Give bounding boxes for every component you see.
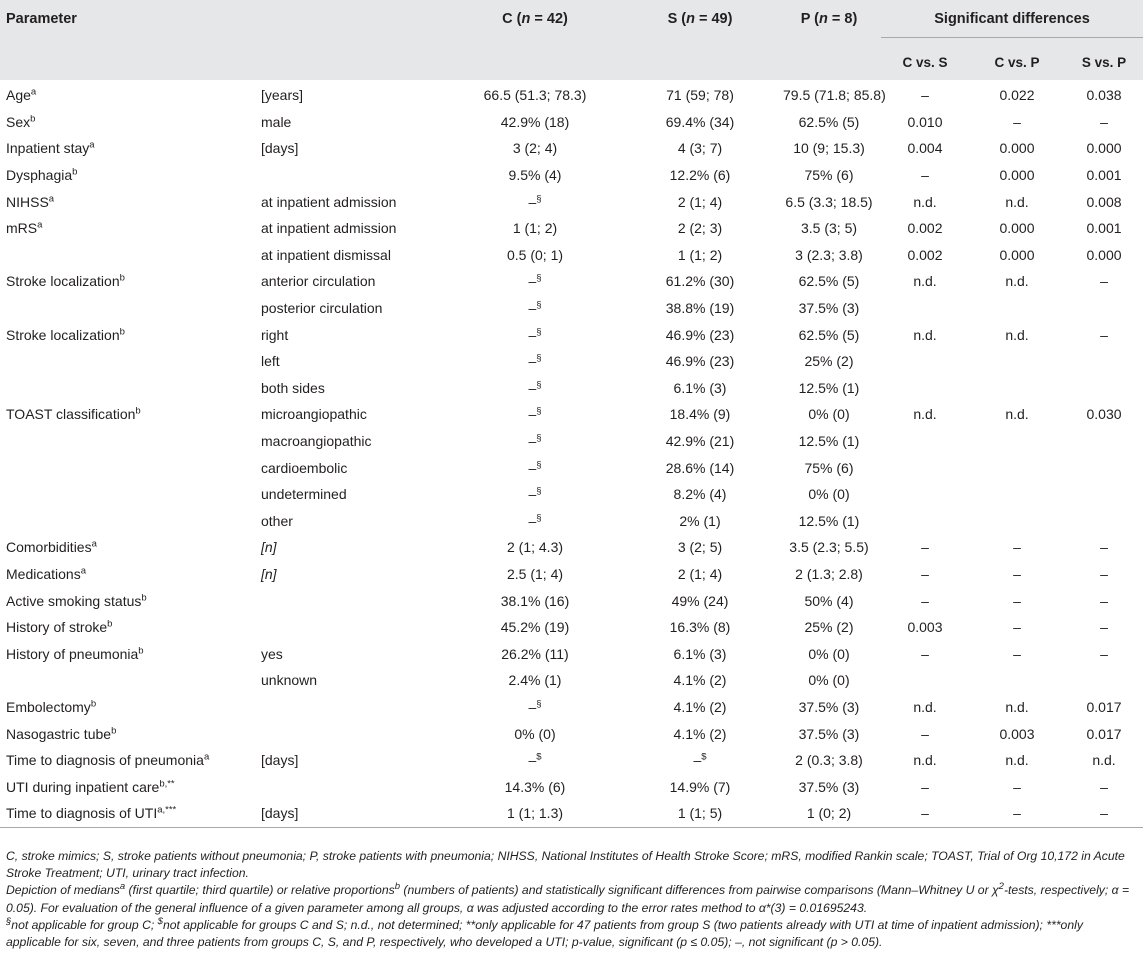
cell-s: 4.1% (2) [673,698,727,715]
cell-sp: n.d. [1092,752,1116,769]
cell-cp: n.d. [1005,752,1029,769]
cell-c: –§ [528,193,542,210]
table-row [0,587,1143,614]
cell-c: –§ [528,325,542,343]
cell-s: 2 (2; 3) [677,220,723,237]
cell-sp [1065,667,1143,694]
table-row [0,268,1143,295]
table-row [0,109,1143,136]
cell-p: 3.5 (2.3; 5.5) [789,539,869,556]
cell-cs [881,375,969,402]
table-row [0,162,1143,189]
cell-s: 4.1% (2) [673,725,727,742]
row-subparameter [257,587,447,614]
cell-p: 75% (6) [804,459,854,476]
cell-c: 14.3% (6) [504,778,566,795]
cell-cs: n.d. [913,698,937,715]
table-row [0,614,1143,641]
row-parameter: UTI during inpatient care$^{b,**}$ [6,778,175,795]
row-parameter: Dysphagia$^b$ [6,166,78,184]
row-parameter [0,242,257,269]
cell-cs [881,348,969,375]
cell-sp: 0.030 [1086,406,1122,423]
table-row [0,188,1143,215]
cell-s: 69.4% (34) [665,113,735,130]
cell-cs: – [921,167,929,184]
cell-cs: 0.003 [907,619,943,636]
cell-p: 3.5 (3; 5) [800,220,858,237]
cell-s: 4 (3; 7) [677,140,723,157]
cell-c: 3 (2; 4) [512,140,558,157]
table-row [0,694,1143,721]
row-parameter: History of pneumonia$^b$ [6,645,144,662]
row-subparameter: at inpatient admission [261,193,397,210]
cell-cp: n.d. [1005,273,1029,290]
cell-cp [969,481,1065,508]
row-subparameter: microangiopathic [261,406,367,423]
footnote-notes: §not applicable for group C; $not applicable for groups C and S; n.d., not determined; **only applicable for 47 patients from group S (two patients already with UTI at time of inpatient admission); ***only applicable for six, seven, and three patients from groups C, S, and P, respectively, who developed a UTI; p-value, significant (p ≤ 0.05); –, not significant (p > 0.05). [6,915,1083,950]
cell-p: 2 (0.3; 3.8) [795,752,863,769]
cell-c: 38.1% (16) [500,592,570,609]
cell-cs: 0.004 [907,140,943,157]
cell-p: 10 (9; 15.3) [793,140,865,157]
row-subparameter: left [261,353,280,370]
cell-sp: 0.038 [1086,87,1122,104]
cell-cs: – [921,645,929,662]
cell-p: 0% (0) [808,406,850,423]
cell-p: 62.5% (5) [798,273,860,290]
cell-c: –§ [528,299,542,317]
row-parameter: Time to diagnosis of pneumonia$^a$ [6,751,210,769]
header-group-c: C (n = 42) [502,11,568,27]
cell-p: 1 (0; 2) [777,800,881,827]
table-row [0,295,1143,322]
row-parameter: Active smoking status$^b$ [6,591,147,609]
cell-sp [1065,295,1143,322]
cell-cs: n.d. [913,752,937,769]
cell-sp: 0.008 [1086,193,1122,210]
cell-cs [881,454,969,481]
header-group-s: S (n = 49) [667,11,733,27]
cell-s: –$ [693,751,707,769]
cell-sp: 0.000 [1086,140,1122,157]
cell-cs: n.d. [913,326,937,343]
row-parameter: Sex$^b$ [6,113,36,130]
cell-cs: – [921,725,929,742]
table-row [0,800,1143,827]
table-row [0,215,1143,242]
cell-c: 0.5 (0; 1) [506,246,564,263]
row-parameter: Stroke localization$^b$ [6,325,125,343]
row-subparameter: male [261,113,292,130]
row-parameter: Age$^a$ [6,86,37,104]
footnote-abbreviations: C, stroke mimics; S, stroke patients without pneumonia; P, stroke patients with pneumonia; NIHSS, National Institutes of Health Stroke Score; mRS, modified Rankin scale; TOAST, Trial of Org 10,172 in Acute Stroke Treatment; UTI, urinary tract infection. [6,849,1125,881]
footnote-methods: Depiction of medians$^a$ (first quartile; third quartile) or relative proportions$^b$ (numbers of patients) and statistically significant differences from pairwise comparisons (Mann–Whitney U or $\chi^2$-tests, respectively; α = 0.05). For evaluation of the general influence of a given parameter among all groups, α was adjusted according to the error rates method to α*(3) = 0.01695243. [6,881,1130,915]
table-row [0,80,1143,109]
cell-s: 42.9% (21) [665,433,735,450]
table-row [0,561,1143,588]
cell-s: 6.1% (3) [673,379,727,396]
cell-p: 12.5% (1) [798,512,860,529]
row-parameter: Inpatient stay$^a$ [6,139,95,157]
header-group-p: P (n = 8) [800,11,858,27]
cell-c: –§ [528,698,542,715]
cell-cs [881,295,969,322]
cell-p: 12.5% (1) [798,433,860,450]
table-row [0,348,1143,375]
row-parameter: Embolectomy$^b$ [6,698,97,715]
cell-c: –$ [528,751,542,769]
row-subparameter [257,773,447,800]
row-subparameter: macroangiopathic [261,433,372,450]
cell-p: 37.5% (3) [798,698,860,715]
cell-p: 2 (1.3; 2.8) [795,565,863,582]
row-parameter [0,428,257,455]
row-parameter [0,454,257,481]
row-subparameter: yes [261,645,283,662]
cell-s: 2% (1) [679,512,721,529]
header-c-vs-p: C vs. P [994,54,1040,70]
cell-cp: 0.022 [999,87,1035,104]
cell-p: 6.5 (3.3; 18.5) [785,193,873,210]
cell-c: 26.2% (11) [501,645,569,662]
cell-c: –§ [528,405,542,423]
cell-s: 28.6% (14) [665,459,735,476]
cell-cp [969,375,1065,402]
cell-cp: 0.000 [999,140,1035,157]
row-parameter: TOAST classification$^b$ [6,405,141,423]
row-parameter [0,375,257,402]
row-subparameter: [n] [261,539,277,556]
cell-s: 14.9% (7) [669,778,731,795]
row-parameter [0,508,257,535]
cell-cp: n.d. [1005,406,1029,423]
cell-sp: – [1065,800,1143,827]
row-subparameter: both sides [261,379,325,396]
table-row [0,242,1143,269]
cell-sp: 0.001 [1086,167,1122,184]
table-row [0,534,1143,561]
row-subparameter: [years] [261,87,304,104]
cell-p: 12.5% (1) [798,379,860,396]
cell-s: 6.1% (3) [673,645,727,662]
cell-p: 50% (4) [804,592,854,609]
cell-s: 1 (1; 5) [623,800,777,827]
cell-c: –§ [528,352,542,370]
cell-s: 46.9% (23) [665,353,735,370]
row-subparameter [257,694,447,721]
cell-cs: n.d. [913,273,937,290]
cell-sp [1065,508,1143,535]
cell-s: 8.2% (4) [673,486,727,503]
cell-sp: – [1100,539,1108,556]
cell-p: 25% (2) [804,353,854,370]
table-row [0,321,1143,348]
row-parameter [0,667,257,694]
cell-cp: – [1013,619,1021,636]
table-row [0,401,1143,428]
row-subparameter: at inpatient dismissal [261,246,391,263]
cell-c: –§ [528,272,542,290]
row-parameter: mRS$^a$ [6,219,43,237]
cell-cs: n.d. [913,193,937,210]
cell-cs [881,508,969,535]
row-parameter [0,295,257,322]
header-subparameter [257,0,447,44]
row-subparameter [257,720,447,747]
row-subparameter: at inpatient admission [261,220,397,237]
table-row [0,375,1143,402]
cell-cp [969,667,1065,694]
cell-cp [969,454,1065,481]
cell-s: 46.9% (23) [665,326,735,343]
cell-cs [881,667,969,694]
table-row [0,135,1143,162]
row-subparameter: cardioembolic [261,459,348,476]
table-row [0,640,1143,667]
cell-p: 0% (0) [808,645,850,662]
cell-s: 3 (2; 5) [677,539,723,556]
row-parameter: History of stroke$^b$ [6,618,113,636]
cell-s: 16.3% (8) [669,619,731,636]
cell-cp: – [969,800,1065,827]
cell-cp: 0.000 [999,167,1035,184]
cell-cp: n.d. [1005,193,1029,210]
table-row [0,747,1143,774]
cell-sp [1065,454,1143,481]
cell-s: 49% (24) [671,592,729,609]
cell-cs: 0.002 [907,220,943,237]
cell-cp: – [1013,778,1021,795]
row-subparameter: [days] [261,140,299,157]
table-body [0,80,1143,827]
cell-cp [969,348,1065,375]
cell-cp: – [1013,645,1021,662]
cell-c: 2.4% (1) [508,672,562,689]
cell-cp: 0.000 [999,220,1035,237]
table-row [0,508,1143,535]
row-subparameter: posterior circulation [261,300,383,317]
cell-sp: 0.001 [1086,220,1122,237]
cell-c: 1 (1; 2) [512,220,558,237]
cell-p: 37.5% (3) [798,778,860,795]
cell-c: 66.5 (51.3; 78.3) [483,87,587,104]
table-footnotes [6,848,1136,951]
cell-sp: – [1100,645,1108,662]
row-parameter [0,481,257,508]
cell-sp [1065,428,1143,455]
table-row [0,773,1143,800]
cell-sp: – [1100,326,1108,343]
cell-cp: n.d. [1005,698,1029,715]
cell-sp: – [1100,592,1108,609]
row-subparameter: right [261,326,289,343]
cell-sp: – [1100,565,1108,582]
cell-c: –§ [528,379,542,396]
row-parameter: Nasogastric tube$^b$ [6,724,117,742]
cell-s: 71 (59; 78) [666,87,734,104]
row-subparameter [257,614,447,641]
table-row [0,428,1143,455]
row-subparameter: [days] [261,752,299,769]
cell-cs: – [921,87,929,104]
cell-p: 0% (0) [808,672,850,689]
header-s-vs-p: S vs. P [1081,54,1127,70]
cell-c: –§ [528,432,542,450]
cell-p: 62.5% (5) [798,113,860,130]
cell-cs: – [881,800,969,827]
cell-cp [969,428,1065,455]
cell-c: 2.5 (1; 4) [506,565,564,582]
cell-c: 9.5% (4) [508,167,562,184]
cell-cs: n.d. [913,406,937,423]
row-parameter: Comorbidities$^a$ [6,538,97,556]
table-row [0,720,1143,747]
row-subparameter: anterior circulation [261,273,376,290]
cell-sp: – [1100,619,1108,636]
row-subparameter: undetermined [261,486,347,503]
cell-s: 38.8% (19) [665,300,735,317]
cell-s: 2 (1; 4) [677,193,723,210]
cell-c: –§ [528,458,542,476]
cell-sp: 0.000 [1086,246,1122,263]
cell-sp: 0.017 [1086,698,1122,715]
cell-p: 0% (0) [808,486,850,503]
cell-s: 1 (1; 2) [677,246,723,263]
cell-sp: – [1100,778,1108,795]
cell-p: 79.5 (71.8; 85.8) [783,87,886,104]
cell-c: 42.9% (18) [500,113,570,130]
cell-p: 62.5% (5) [798,326,860,343]
cell-sp: 0.017 [1086,725,1122,742]
cell-c: 45.2% (19) [500,619,570,636]
row-parameter: Medications$^a$ [6,565,86,582]
cell-s: 12.2% (6) [669,167,731,184]
row-subparameter: other [261,512,293,529]
cell-cp: – [1013,539,1021,556]
row-parameter: NIHSS$^a$ [6,193,55,210]
row-subparameter [257,162,447,189]
header-parameter: Parameter [6,11,77,27]
cell-c: 2 (1; 4.3) [506,539,564,556]
cell-cs: 0.010 [907,113,943,130]
cell-cp [969,295,1065,322]
row-parameter: Stroke localization$^b$ [6,272,125,290]
cell-sp: – [1100,273,1108,290]
cell-cs: – [921,539,929,556]
cell-cs: – [921,778,929,795]
cell-s: 2 (1; 4) [677,565,723,582]
cell-s: 61.2% (30) [665,273,735,290]
header-c-vs-s: C vs. S [902,54,948,70]
row-subparameter: unknown [261,672,318,689]
cell-s: 18.4% (9) [669,406,731,423]
cell-cp: – [1013,565,1021,582]
cell-cp: n.d. [1005,326,1029,343]
row-parameter [0,348,257,375]
cell-s: 4.1% (2) [673,672,727,689]
cell-cp: – [1013,592,1021,609]
row-subparameter: [days] [257,800,447,827]
cell-cs [881,481,969,508]
cell-c: –§ [528,485,542,503]
cell-c: –§ [528,512,542,529]
cell-p: 75% (6) [804,167,854,184]
cell-cp: – [1013,113,1021,130]
cell-p: 3 (2.3; 3.8) [795,246,863,263]
cell-cp: 0.000 [999,246,1035,263]
row-parameter: Time to diagnosis of $UTI^{a,***}$ [0,800,257,827]
table-row [0,667,1143,694]
cell-p: 37.5% (3) [798,725,860,742]
table-row [0,481,1143,508]
cell-cs: – [921,565,929,582]
header-significant-differences: Significant differences [881,0,1143,44]
cell-cs: 0.002 [907,246,943,263]
cell-cp [969,508,1065,535]
cell-p: 25% (2) [804,619,854,636]
cell-p: 37.5% (3) [798,300,860,317]
cell-c: 1 (1; 1.3) [447,800,623,827]
cell-sp [1065,481,1143,508]
row-subparameter: [n] [261,565,277,582]
cell-cs [881,428,969,455]
table-row [0,454,1143,481]
cell-sp: – [1100,113,1108,130]
cell-cp: 0.003 [999,725,1035,742]
cell-cs: – [921,592,929,609]
cell-sp [1065,375,1143,402]
cell-c: 0% (0) [514,725,556,742]
cell-sp [1065,348,1143,375]
